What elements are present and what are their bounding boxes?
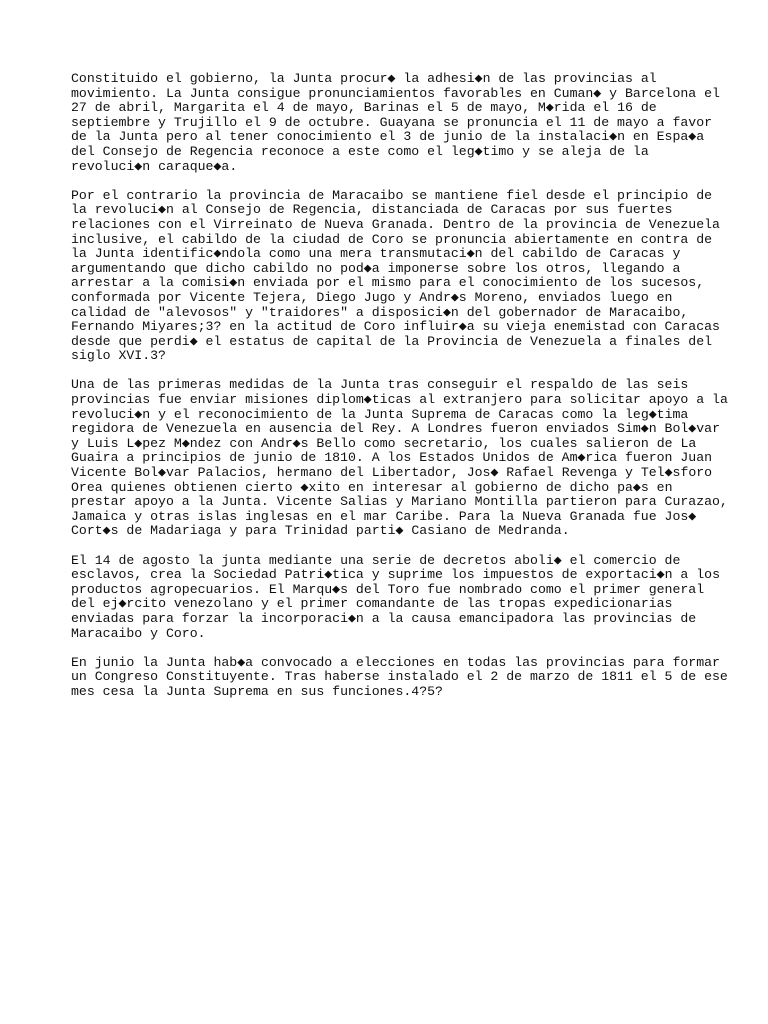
text-line: Cort◆s de Madariaga y para Trinidad parti◆ Casiano de Medranda. — [71, 523, 570, 539]
text-line: mes cesa la Junta Suprema en sus funciones.4?5? — [71, 683, 443, 699]
text-line: septiembre y Trujillo el 9 de octubre. Guayana se pronuncia el 11 de mayo a favor — [71, 114, 713, 130]
text-line: Guaira a principios de junio de 1810. A los Estados Unidos de Am◆rica fueron Juan — [71, 450, 713, 466]
text-line: Por el contrario la provincia de Maracaibo se mantiene fiel desde el principio de — [71, 187, 713, 203]
text-line: de la Junta pero al tener conocimiento el 3 de junio de la instalaci◆n en Espa◆a — [71, 129, 705, 145]
text-line: la revoluci◆n al Consejo de Regencia, distanciada de Caracas por sus fuertes — [71, 202, 673, 218]
paragraph-maracaibo-coro — [71, 187, 720, 364]
text-line: Constituido el gobierno, la Junta procur◆ la adhesi◆n de las provincias al — [71, 71, 657, 86]
text-line: arrestar a la comisi◆n enviada por el mismo para el conocimiento de los sucesos, — [71, 275, 705, 291]
text-line: Maracaibo y Coro. — [71, 625, 206, 641]
text-line: y Luis L◆pez M◆ndez con Andr◆s Bello como secretario, los cuales salieron de La — [71, 435, 697, 451]
text-line: movimiento. La Junta consigue pronunciamientos favorables en Cuman◆ y Barcelona el — [71, 85, 720, 101]
text-line: esclavos, crea la Sociedad Patri◆tica y suprime los impuestos de exportaci◆n a los — [71, 567, 720, 583]
text-line: la Junta identific◆ndola como una mera transmutaci◆n del cabildo de Caracas y — [71, 246, 681, 262]
text-line: Jamaica y otras islas inglesas en el mar Caribe. Para la Nueva Granada fue Jos◆ — [71, 508, 697, 524]
text-line: revoluci◆n caraque◆a. — [71, 158, 238, 174]
document-page — [71, 71, 728, 714]
text-line: conformada por Vicente Tejera, Diego Jugo y Andr◆s Moreno, enviados luego en — [71, 289, 673, 305]
text-line: enviadas para forzar la incorporaci◆n a la causa emancipadora las provincias de — [71, 610, 697, 626]
text-line: productos agropecuarios. El Marqu◆s del Toro fue nombrado como el primer general — [71, 581, 705, 597]
text-line: argumentando que dicho cabildo no pod◆a imponerse sobre los otros, llegando a — [71, 260, 681, 276]
text-line: Fernando Miyares;3? en la actitud de Coro influir◆a su vieja enemistad con Caracas — [71, 319, 720, 335]
text-line: del Consejo de Regencia reconoce a este como el leg◆timo y se aleja de la — [71, 143, 649, 159]
text-line: inclusive, el cabildo de la ciudad de Coro se pronuncia abiertamente en contra de — [71, 231, 713, 247]
text-line: Orea quienes obtienen cierto ◆xito en interesar al gobierno de dicho pa◆s en — [71, 479, 673, 495]
text-line: desde que perdi◆ el estatus de capital de la Provincia de Venezuela a finales del — [71, 333, 713, 349]
paragraph-junta-adhesion — [71, 71, 720, 174]
text-line: regidora de Venezuela en ausencia del Rey. A Londres fueron enviados Sim◆n Bol◆var — [71, 421, 720, 437]
text-line: El 14 de agosto la junta mediante una serie de decretos aboli◆ el comercio de — [71, 552, 681, 568]
text-line: un Congreso Constituyente. Tras haberse instalado el 2 de marzo de 1811 el 5 de ese — [71, 669, 728, 685]
text-line: siglo XVI.3? — [71, 348, 166, 364]
text-line: revoluci◆n y el reconocimiento de la Junta Suprema de Caracas como la leg◆tima — [71, 406, 689, 422]
text-line: del ej◆rcito venezolano y el primer comandante de las tropas expedicionarias — [71, 596, 673, 612]
text-line: relaciones con el Virreinato de Nueva Granada. Dentro de la provincia de Venezuela — [71, 216, 720, 232]
text-line: Vicente Bol◆var Palacios, hermano del Libertador, Jos◆ Rafael Revenga y Tel◆sforo — [71, 465, 713, 481]
paragraph-august-decrees — [71, 552, 720, 642]
text-line: provincias fue enviar misiones diplom◆ticas al extranjero para solicitar apoyo a la — [71, 392, 728, 408]
text-line: Una de las primeras medidas de la Junta tras conseguir el respaldo de las seis — [71, 377, 689, 393]
text-line: prestar apoyo a la Junta. Vicente Salias y Mariano Montilla partieron para Curazao, — [71, 494, 728, 510]
text-line: En junio la Junta hab◆a convocado a elecciones en todas las provincias para formar — [71, 654, 720, 670]
paragraph-diplomatic-missions — [71, 377, 728, 539]
text-line: calidad de "alevosos" y "traidores" a disposici◆n del gobernador de Maracaibo, — [71, 304, 689, 320]
text-line: 27 de abril, Margarita el 4 de mayo, Barinas el 5 de mayo, M◆rida el 16 de — [71, 100, 657, 116]
paragraph-constituent-congress — [71, 654, 728, 700]
